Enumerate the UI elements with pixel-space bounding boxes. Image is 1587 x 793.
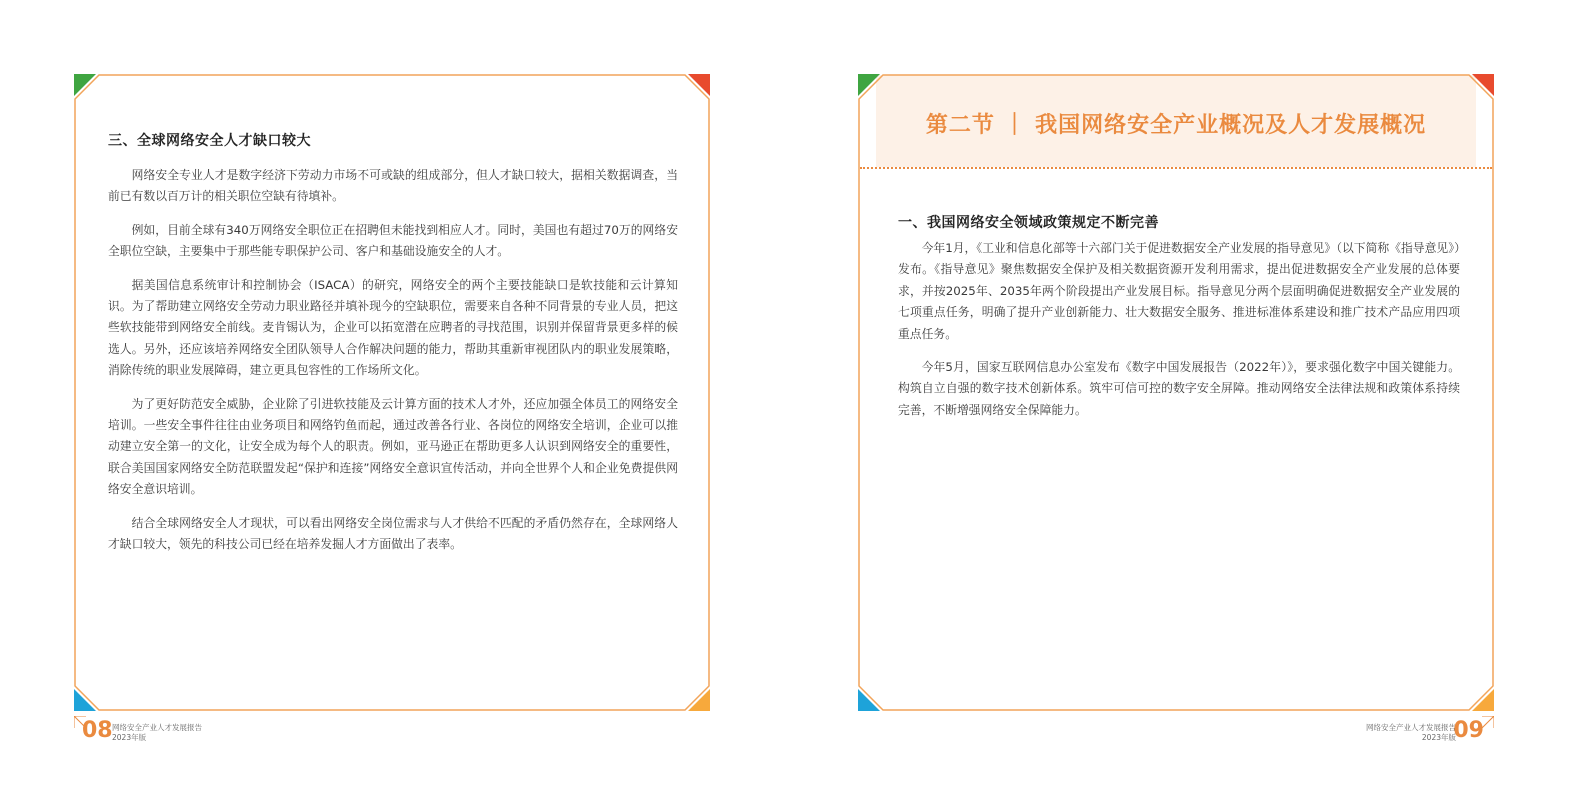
report-title: 网络安全产业人才发展报告 xyxy=(1366,723,1456,732)
report-edition: 2023年版 xyxy=(112,733,147,742)
right-footer xyxy=(1300,716,1494,744)
paragraph: 为了更好防范安全威胁，企业除了引进软技能及云计算方面的技术人才外，还应加强全体员工的网络安全培训。一些安全事件往往由业务项目和网络钓鱼而起，通过改善各行业、各岗位的网络安全培训，企业可以推动建立安全第一的文化，让安全成为每个人的职责。例如，亚马逊正在帮助更多人认识到网络安全的重要性，联合美国国家网络安全防范联盟发起“保护和连接”网络安全意识宣传活动，并向全世界个人和企业免费提供网络安全意识培训。 xyxy=(108,396,678,497)
right-page xyxy=(858,74,1494,711)
section-heading: 一、我国网络安全领域政策规定不断完善 xyxy=(898,215,1159,231)
section-heading: 三、全球网络安全人才缺口较大 xyxy=(108,133,311,149)
paragraph: 例如，目前全球有340万网络安全职位正在招聘但未能找到相应人才。同时，美国也有超过70万的网络安全职位空缺，主要集中于那些能专职保护公司、客户和基础设施安全的人才。 xyxy=(108,222,678,259)
corner-red xyxy=(1472,74,1494,96)
right-page-content xyxy=(898,212,1460,433)
corner-green xyxy=(74,74,96,96)
left-footer xyxy=(74,716,274,744)
corner-blue xyxy=(858,689,880,711)
paragraph: 今年5月，国家互联网信息办公室发布《数字中国发展报告（2022年）》，要求强化数字中国关键能力。构筑自立自强的数字技术创新体系。筑牢可信可控的数字安全屏障。推动网络安全法律法规和政策体系持续完善，不断增强网络安全保障能力。 xyxy=(898,360,1460,417)
page-number: 08 xyxy=(82,718,113,743)
report-edition: 2023年版 xyxy=(1421,733,1456,742)
report-title: 网络安全产业人才发展报告 xyxy=(112,723,202,732)
paragraph: 今年1月，《工业和信息化部等十六部门关于促进数据安全产业发展的指导意见》（以下简称《指导意见》）发布。《指导意见》聚焦数据安全保护及相关数据资源开发利用需求，提出促进数据安全产业发展的总体要求，并按2025年、2035年两个阶段提出产业发展目标。指导意见分两个层面明确促进数据安全产业发展的七项重点任务，明确了提升产业创新能力、壮大数据安全服务、推进标准体系建设和推广技术产品应用四项重点任务。 xyxy=(898,241,1460,341)
left-page xyxy=(74,74,710,711)
corner-yellow xyxy=(1472,689,1494,711)
left-page-content xyxy=(108,130,678,568)
corner-blue xyxy=(74,689,96,711)
page-number: 09 xyxy=(1453,718,1484,743)
section-title: 第二节 ｜ 我国网络安全产业概况及人才发展概况 xyxy=(925,113,1427,138)
corner-red xyxy=(688,74,710,96)
paragraph: 结合全球网络安全人才现状，可以看出网络安全岗位需求与人才供给不匹配的矛盾仍然存在，全球网络人才缺口较大，领先的科技公司已经在培养发掘人才方面做出了表率。 xyxy=(108,515,678,552)
corner-yellow xyxy=(688,689,710,711)
paragraph: 网络安全专业人才是数字经济下劳动力市场不可或缺的组成部分，但人才缺口较大，据相关数据调查，当前已有数以百万计的相关职位空缺有待填补。 xyxy=(108,168,678,204)
corner-green xyxy=(858,74,880,96)
paragraph: 据美国信息系统审计和控制协会（ISACA）的研究，网络安全的两个主要技能缺口是软技能和云计算知识。为了帮助建立网络安全劳动力职业路径并填补现今的空缺职位，需要来自各种不同背景的专业人员，把这些软技能带到网络安全前线。麦肯锡认为，企业可以拓宽潜在应聘者的寻找范围，识别并保留背景更多样的候选人。另外，还应该培养网络安全团队领导人合作解决问题的能力，帮助其重新审视团队内的职业发展策略，消除传统的职业发展障碍，建立更具包容性的工作场所文化。 xyxy=(108,277,678,378)
dotted-divider xyxy=(860,167,1492,169)
